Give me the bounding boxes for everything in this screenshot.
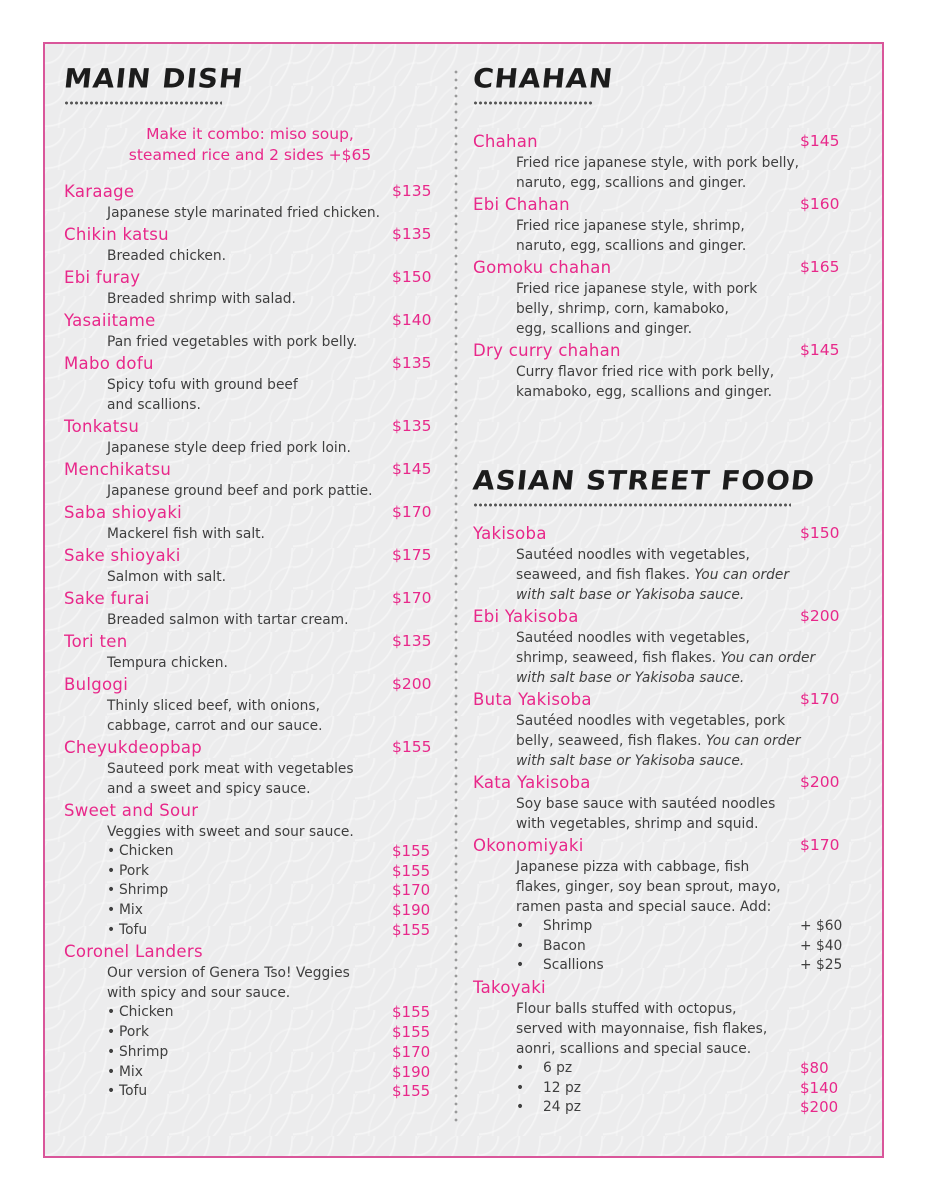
description-line: Fried rice japanese style, with pork [516,281,758,297]
item-name: Yasaiitame [64,311,156,330]
menu-item [473,522,845,605]
option-row [64,842,436,862]
item-name: Ebi Chahan [473,195,570,214]
menu-item-header [64,223,436,246]
item-description [516,711,845,771]
item-description [516,362,845,402]
menu-item-header [64,630,436,653]
bullet: • [516,937,525,954]
item-description [107,332,436,352]
option-row [473,937,845,957]
description-line: Sauteed pork meat with vegetables [107,761,354,777]
menu-item-header [473,193,845,216]
menu-item [64,799,436,940]
item-name: Yakisoba [473,524,547,543]
description-line: Fried rice japanese style, with pork belly, [516,155,800,171]
order-note: with salt base or Yakisoba sauce. [516,670,745,686]
option-label: Mix [119,902,143,919]
description-line: Pan fried vegetables with pork belly. [107,334,358,350]
description-line [516,648,845,668]
option-label: Shrimp [119,1043,169,1060]
item-name: Cheyukdeopbap [64,738,203,757]
description-line: with spicy and sour sauce. [107,985,291,1002]
item-name: Chikin katsu [64,225,169,244]
menu-item [473,976,845,1118]
option-label: Chicken [119,1004,174,1021]
asian-street-food-header [473,464,845,508]
description-line: Sautéed noodles with vegetables, [516,547,750,563]
option-label: Tofu [119,1083,148,1100]
item-price: $170 [800,690,840,708]
item-name: Tonkatsu [64,417,140,436]
bullet: • [107,1043,116,1060]
option-row [64,1003,436,1023]
item-description [516,153,845,193]
order-note: with salt base or Yakisoba sauce. [516,587,745,603]
item-name: Chahan [473,132,538,151]
item-price: $170 [392,589,432,607]
order-note: You can order [720,650,816,666]
item-name: Ebi furay [64,268,141,287]
option-label: Chicken [119,843,174,859]
description-line: Sautéed noodles with vegetables, pork [516,713,786,729]
item-description [107,610,436,630]
option-label: Shrimp [119,882,169,899]
item-description [107,822,436,842]
item-name: Karaage [64,182,135,201]
section-title-main-dish: MAIN DISH [62,62,246,95]
option-price: $155 [392,861,431,880]
item-description [107,246,436,266]
bullet: • [516,1099,525,1116]
option-label: Tofu [119,921,148,938]
description-line: Breaded salmon with tartar cream. [107,612,349,628]
description-line: belly, shrimp, corn, kamaboko, [516,301,729,317]
option-label: Bacon [543,937,586,954]
option-label: Mix [119,1063,143,1080]
description-line: Mackerel fish with salt. [107,526,265,542]
bullet: • [516,1060,525,1077]
description-line: kamaboko, egg, scallions and ginger. [516,384,772,400]
bullet: • [107,882,116,899]
item-price: $145 [800,132,840,150]
menu-item-header [64,501,436,524]
menu-item-header [473,130,845,153]
item-name: Kata Yakisoba [473,773,591,792]
menu-item-header [64,352,436,375]
description-line: Soy base sauce with sautéed noodles [516,796,776,812]
menu-item [473,339,845,402]
description-line: Tempura chicken. [107,655,228,671]
right-column [473,62,845,1118]
description-text: belly, seaweed, fish flakes. [516,733,702,749]
option-row [64,1063,436,1083]
menu-item-header [64,266,436,289]
column-divider [454,68,458,1123]
menu-item [64,736,436,799]
option-row [64,901,436,921]
item-name: Okonomiyaki [473,836,584,855]
menu-item-header [64,415,436,438]
bullet: • [107,862,116,879]
item-price: $175 [392,546,432,564]
menu-item [473,771,845,834]
option-price: $155 [392,1003,431,1022]
bullet: • [516,918,525,934]
option-price: $155 [392,1023,431,1042]
menu-item [473,130,845,193]
menu-item [64,587,436,630]
option-row [473,1098,845,1118]
menu-item-header [473,834,845,857]
option-price: + $60 [800,918,843,934]
item-price: $135 [392,417,432,435]
menu-item-header [473,605,845,628]
description-line: Our version of Genera Tso! Veggies [107,965,350,982]
combo-line: steamed rice and 2 sides +$65 [128,146,372,164]
item-price: $170 [392,503,432,521]
item-description [516,216,845,256]
menu-item-header [64,544,436,567]
menu-item [473,256,845,339]
item-price: $160 [800,195,840,213]
item-description [107,567,436,587]
item-price: $200 [800,607,840,625]
menu-item-header [64,736,436,759]
item-price: $170 [800,836,840,854]
option-label: Pork [119,862,149,879]
option-row [473,1059,845,1079]
menu-item [64,458,436,501]
description-line: naruto, egg, scallions and ginger. [516,175,747,191]
item-description [516,857,845,917]
option-price: $190 [392,901,431,920]
chahan-list [473,130,845,402]
section-title-asian-street-food: ASIAN STREET FOOD [471,464,817,497]
item-description [107,375,436,415]
description-line: Flour balls stuffed with octopus, [516,1001,737,1018]
option-price: $170 [392,881,431,900]
option-row [64,881,436,901]
option-price: $190 [392,1062,431,1081]
menu-item-header [64,940,436,963]
option-row [64,1043,436,1063]
menu-item-header [473,771,845,794]
order-note-line [516,668,845,688]
menu-item [64,940,436,1101]
menu-item [64,673,436,736]
combo-line: Make it combo: miso soup, [146,125,354,143]
description-line: flakes, ginger, soy bean sprout, mayo, [516,879,781,895]
description-line [516,731,845,751]
item-price: $200 [800,773,840,791]
option-row [64,921,436,941]
title-dots [473,502,791,508]
menu-item-header [64,673,436,696]
description-line: Sautéed noodles with vegetables, [516,630,750,646]
menu-item-header [473,688,845,711]
item-price: $135 [392,632,432,650]
menu-item [64,544,436,587]
option-price: $155 [392,920,431,939]
bullet: • [107,1083,116,1100]
item-name: Coronel Landers [64,942,203,962]
option-price: $155 [392,842,431,860]
item-description [107,963,436,1003]
option-label: Scallions [543,957,604,974]
item-description [107,203,436,223]
menu-item [473,688,845,771]
title-dots [64,100,222,106]
item-price: $145 [392,460,432,478]
item-name: Buta Yakisoba [473,690,592,709]
item-name: Ebi Yakisoba [473,607,579,626]
menu-item-header [473,522,845,545]
item-price: $135 [392,354,432,372]
menu-item [64,309,436,352]
item-description [516,794,845,834]
description-line: Japanese pizza with cabbage, fish [516,859,750,875]
order-note: You can order [694,567,790,583]
bullet: • [107,921,116,938]
description-text: seaweed, and fish flakes. [516,567,690,583]
main-dish-column [64,62,436,1102]
item-description [107,759,436,799]
option-row [64,1023,436,1043]
bullet: • [107,1004,116,1021]
title-dots [473,100,593,106]
menu-item-header [64,587,436,610]
menu-item [64,630,436,673]
option-row [473,956,845,976]
description-line: Fried rice japanese style, shrimp, [516,218,745,234]
description-line: egg, scallions and ginger. [516,321,692,337]
menu-item-header [64,180,436,203]
section-title-chahan: CHAHAN [471,62,615,95]
option-price: + $25 [800,957,843,974]
item-name: Sake furai [64,589,150,608]
description-line: Japanese ground beef and pork pattie. [107,483,373,499]
item-name: Menchikatsu [64,460,172,479]
option-price: $170 [392,1042,431,1061]
option-label: 12 pz [543,1079,581,1096]
main-dish-header [64,62,436,106]
item-description [107,653,436,673]
item-description [107,696,436,736]
menu-item [64,223,436,266]
item-name: Tori ten [64,632,128,651]
item-name: Mabo dofu [64,354,154,373]
description-line: cabbage, carrot and our sauce. [107,718,323,734]
main-dish-list [64,180,436,1102]
item-name: Sake shioyaki [64,546,181,565]
menu-item [64,352,436,415]
description-line: naruto, egg, scallions and ginger. [516,238,747,254]
item-name: Dry curry chahan [473,341,621,360]
description-line: served with mayonnaise, fish flakes, [516,1021,768,1038]
menu-item [64,415,436,458]
description-line: Spicy tofu with ground beef [107,377,298,393]
description-text: shrimp, seaweed, fish flakes. [516,650,717,666]
item-price: $165 [800,258,840,276]
bullet: • [516,957,525,974]
item-name: Gomoku chahan [473,258,612,277]
description-line: Thinly sliced beef, with onions, [107,698,321,714]
item-price: $135 [392,182,432,200]
option-label: Shrimp [543,918,593,934]
item-price: $140 [392,311,432,329]
item-name: Takoyaki [473,978,546,998]
option-label: 24 pz [543,1099,581,1116]
item-description [107,438,436,458]
description-line: with vegetables, shrimp and squid. [516,816,759,832]
description-line [516,565,845,585]
description-line: Breaded chicken. [107,248,227,264]
order-note-line [516,585,845,605]
menu-item [473,605,845,688]
menu-item [473,193,845,256]
option-price: $80 [800,1059,829,1078]
description-line: Breaded shrimp with salad. [107,291,296,307]
item-description [107,524,436,544]
description-line: Salmon with salt. [107,569,226,585]
order-note: You can order [705,733,801,749]
description-line: ramen pasta and special sauce. Add: [516,899,772,915]
item-description [107,289,436,309]
item-price: $135 [392,225,432,243]
bullet: • [107,1063,116,1080]
option-row [473,917,845,937]
bullet: • [107,843,116,859]
description-line: and scallions. [107,397,201,413]
item-description [516,279,845,339]
chahan-header [473,62,845,106]
option-price: + $40 [800,937,843,954]
item-name: Bulgogi [64,675,129,694]
item-description [107,481,436,501]
description-line: Japanese style marinated fried chicken. [107,205,381,221]
description-line: Veggies with sweet and sour sauce. [107,824,354,840]
order-note-line [516,751,845,771]
bullet: • [107,902,116,919]
menu-item-header [64,799,436,822]
option-row [64,862,436,882]
option-price: $140 [800,1078,839,1097]
order-note: with salt base or Yakisoba sauce. [516,753,745,769]
item-description [516,999,845,1059]
item-description [516,628,845,688]
menu-item-header [64,458,436,481]
menu-item-header [473,976,845,999]
asian-street-food-list [473,522,845,1118]
description-line: aonri, scallions and special sauce. [516,1041,752,1058]
menu-item-header [473,256,845,279]
bullet: • [516,1079,525,1096]
option-row [473,1079,845,1099]
bullet: • [107,1024,116,1041]
item-name: Saba shioyaki [64,503,183,522]
item-price: $150 [392,268,432,286]
item-description [516,545,845,605]
option-price: $200 [800,1098,839,1117]
option-row [64,1082,436,1102]
combo-note [64,124,436,166]
description-line: Curry flavor fried rice with pork belly, [516,364,775,380]
menu-item [64,266,436,309]
item-price: $200 [392,675,432,693]
option-price: $155 [392,1082,431,1101]
description-line: Japanese style deep fried pork loin. [107,440,351,456]
menu-item-header [64,309,436,332]
menu-item [64,180,436,223]
option-label: Pork [119,1024,149,1041]
item-price: $155 [392,738,432,756]
menu-item [473,834,845,976]
description-line: and a sweet and spicy sauce. [107,781,311,797]
item-name: Sweet and Sour [64,801,199,820]
item-price: $150 [800,524,840,542]
menu-item-header [473,339,845,362]
item-price: $145 [800,341,840,359]
menu-item [64,501,436,544]
option-label: 6 pz [543,1060,573,1077]
